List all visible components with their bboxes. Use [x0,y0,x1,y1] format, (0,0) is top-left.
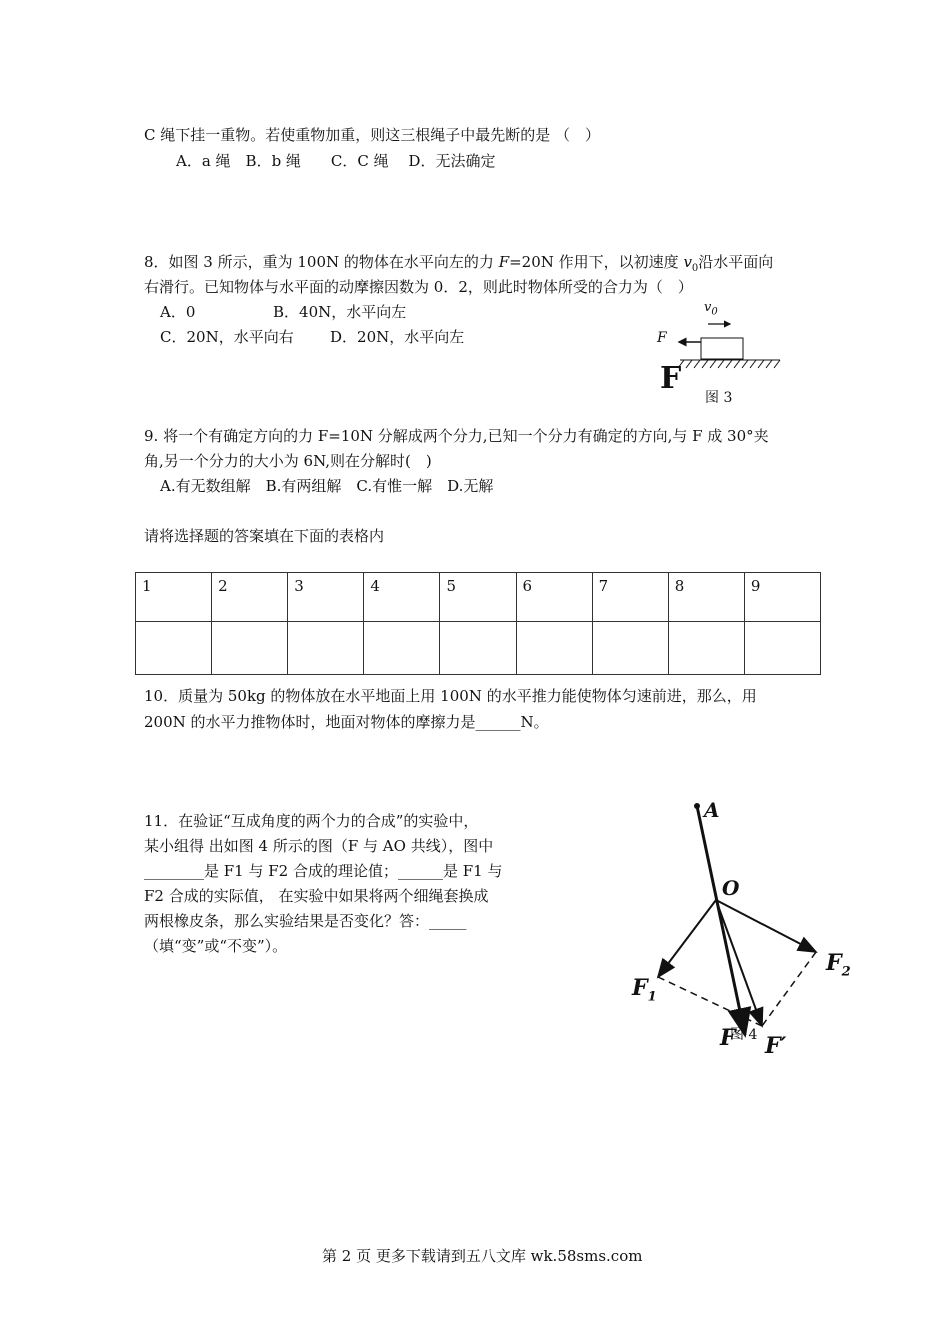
v0-label: $v_0$ [704,300,718,318]
q8-option-b: B．40N，水平向左 [273,303,407,321]
answer-header-cell: 6 [516,573,592,622]
q7-stem: C 绳下挂一重物。若使重物加重，则这三根绳子中最先断的是 （ ） [144,126,601,144]
dashed-line-f2 [762,952,816,1026]
label-o: O [722,876,740,900]
label-a: A [704,798,720,822]
q8-line1 [144,252,773,279]
q8-text-b: =20N 作用下，以初速度 [509,253,684,271]
answer-header-cell: 7 [592,573,668,622]
q11-line5: 两根橡皮条，那么实验结果是否变化？答：_____ [144,912,467,930]
label-f-prime: F′ [765,1033,787,1059]
q8-velocity-symbol: v [683,253,692,271]
block [701,338,743,359]
q8-option-a: A．0 [160,303,196,321]
q10-line1: 10．质量为 50kg 的物体放在水平地面上用 100N 的水平推力能使物体匀速前进，那么，用 [144,687,757,705]
point-a [694,803,700,809]
answer-cell[interactable] [364,622,440,675]
q9-line1: 9. 将一个有确定方向的力 F=10N 分解成两个分力,已知一个分力有确定的方向,与 F 成 30°夹 [144,427,769,445]
ground-hatching [678,360,780,368]
q9-line2: 角,另一个分力的大小为 6N,则在分解时( ) [144,452,432,470]
f1-arrow [658,900,716,977]
answer-table-header-row [136,573,821,622]
answer-cell[interactable] [744,622,820,675]
answer-header-cell: 5 [440,573,516,622]
answer-cell[interactable] [592,622,668,675]
figure-4 [620,790,870,1070]
answer-instruction: 请将选择题的答案填在下面的表格内 [144,527,385,545]
figure-4-caption: 图 4 [730,1027,758,1043]
q7-options: A．a 绳 B．b 绳 C．C 绳 D．无法确定 [176,152,496,170]
answer-table-answer-row [136,622,821,675]
answer-header-cell: 2 [212,573,288,622]
answer-cell[interactable] [440,622,516,675]
f2-arrow [716,900,816,952]
answer-header-cell: 8 [668,573,744,622]
f-theoretical-arrow [697,806,745,1035]
big-f-label: F [660,361,682,396]
q11-line2: 某小组得 出如图 4 所示的图（F 与 AO 共线），图中 [144,837,494,855]
answer-cell[interactable] [288,622,364,675]
answer-cell[interactable] [212,622,288,675]
figure-3-caption: 图 3 [705,390,733,406]
q8-option-c: C．20N，水平向右 [160,328,294,346]
page-footer: 第 2 页 更多下载请到五八文库 wk.58sms.com [322,1247,643,1265]
q11-line3: ________是 F1 与 F2 合成的理论值；______是 F1 与 [144,862,503,880]
q10-line2: 200N 的水平力推物体时，地面对物体的摩擦力是______N。 [144,713,549,731]
q8-text-a: 8．如图 3 所示，重为 100N 的物体在水平向左的力 [144,253,499,271]
q9-options: A.有无数组解 B.有两组解 C.有惟一解 D.无解 [160,477,494,495]
q8-force-symbol: F [498,253,510,271]
q8-line2: 右滑行。已知物体与水平面的动摩擦因数为 0．2，则此时物体所受的合力为（ ） [144,278,693,296]
label-f: F [720,1025,736,1051]
label-f2: $F_2$ [826,950,851,980]
q8-text-c: 沿水平面向 [698,253,774,271]
q11-line6: （填“变”或“不变”）。 [144,937,288,955]
q8-option-d: D．20N，水平向左 [330,328,465,346]
q11-line4: F2 合成的实际值， 在实验中如果将两个细绳套换成 [144,887,489,905]
answer-header-cell: 3 [288,573,364,622]
answer-table [135,572,821,675]
answer-cell[interactable] [668,622,744,675]
answer-header-cell: 4 [364,573,440,622]
answer-cell[interactable] [136,622,212,675]
figure-3 [650,298,790,408]
q8-velocity-sub: 0 [691,263,699,274]
f-label: F [657,330,667,346]
answer-header-cell: 1 [136,573,212,622]
answer-cell[interactable] [516,622,592,675]
answer-header-cell: 9 [744,573,820,622]
q11-line1: 11．在验证“互成角度的两个力的合成”的实验中， [144,812,479,830]
label-f1: $F_1$ [632,975,657,1005]
